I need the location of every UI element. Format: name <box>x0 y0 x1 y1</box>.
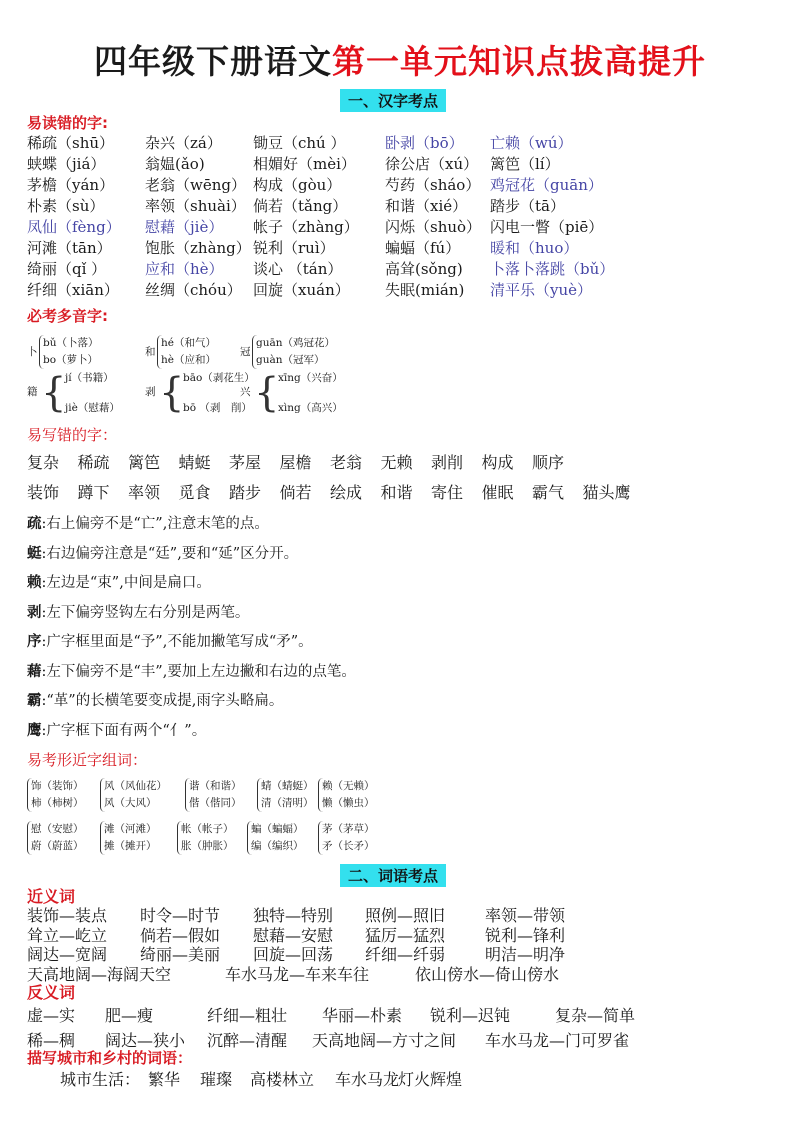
writing-word: 剥削 <box>431 453 464 472</box>
polyphone-reading: bō （剥 削） <box>183 402 252 414</box>
reading-item: 构成（gòu） <box>253 176 342 194</box>
reading-item: 清平乐（yuè） <box>490 281 593 299</box>
writing-word: 篱笆 <box>128 453 161 472</box>
similar-word: 偕（偕同） <box>189 797 242 809</box>
brace-icon: { <box>254 370 280 416</box>
note-char: 藉 <box>27 662 42 680</box>
writing-word: 顺序 <box>532 453 565 472</box>
synonym-pair: 耸立—屹立 <box>27 925 108 945</box>
note-text: :右上偏旁不是“亡”,注意末笔的点。 <box>41 516 269 532</box>
note-text: :左下偏旁不是“丰”,要加上左边撇和右边的点笔。 <box>41 663 356 680</box>
reading-item: 应和（hè） <box>145 260 224 278</box>
city-word: 灯火辉煌 <box>398 1070 463 1089</box>
reading-item: 高耸(sǒng) <box>385 260 463 278</box>
similar-word: 胀（肿胀） <box>181 840 234 852</box>
reading-item: 闪烁（shuò） <box>385 218 482 236</box>
title-red: 第一单元知识点拔高提升 <box>332 42 706 81</box>
synonym-pair: 明洁—明净 <box>485 945 566 964</box>
note-item <box>27 660 356 681</box>
writing-word: 茅屋 <box>229 453 262 472</box>
writing-word: 催眠 <box>481 483 514 502</box>
note-item <box>27 601 249 622</box>
similar-word: 矛（长矛） <box>322 840 375 852</box>
similar-pair <box>247 821 304 855</box>
reading-item: 失眠(mián) <box>385 281 465 299</box>
similar-word: 柿（柿树） <box>31 797 84 809</box>
similar-word: 帐（帐子） <box>181 823 234 835</box>
similar-word: 摊（摊开） <box>104 840 157 852</box>
similar-word: 风（风仙花） <box>104 780 167 792</box>
city-label: 城市生活： <box>60 1070 141 1089</box>
polyphone-readings <box>252 335 335 369</box>
writing-word: 寄住 <box>431 483 464 502</box>
similar-word: 蜻（蜻蜓） <box>261 780 314 792</box>
similar-pair <box>318 778 375 812</box>
writing-word: 绘成 <box>330 483 363 502</box>
reading-item: 和谐（xié） <box>385 197 468 215</box>
synonym-pair: 回旋—回荡 <box>253 945 334 964</box>
reading-item: 杂兴（zá） <box>145 134 222 152</box>
reading-item: 稀疏（shū） <box>27 134 115 152</box>
similar-word: 赖（无赖） <box>322 780 375 792</box>
synonym-pair: 独特—特别 <box>253 906 334 925</box>
antonym-pair: 稀—稠 <box>27 1031 76 1050</box>
writing-word: 蹲下 <box>77 483 110 502</box>
polyphone-readings <box>39 335 98 369</box>
antonym-pair: 沉醉—清醒 <box>207 1031 288 1050</box>
polyphone-char: 卜 <box>27 346 38 358</box>
polyphone-reading: jiè（慰藉） <box>65 402 120 414</box>
writing-word: 屋檐 <box>279 453 312 472</box>
reading-item: 老翁（wēng） <box>145 176 246 194</box>
brace-icon: { <box>41 370 67 416</box>
note-text: :广字框下面有两个“亻”。 <box>41 722 207 739</box>
writing-word: 无赖 <box>380 453 413 472</box>
note-char: 序 <box>27 633 42 650</box>
reading-item: 卜落卜落跳（bǔ） <box>490 260 615 278</box>
synonym-pair: 绮丽—美丽 <box>140 945 221 964</box>
polyphone-reading: hè（应和） <box>161 354 216 366</box>
similar-pair <box>185 778 242 812</box>
note-item <box>27 512 269 533</box>
reading-item: 朴素（sù） <box>27 197 105 215</box>
similar-word: 懒（懒虫） <box>322 797 375 809</box>
synonym-pair: 倘若—假如 <box>140 925 221 945</box>
reading-label: 易读错的字: <box>27 114 108 132</box>
similar-word: 饰（装饰） <box>31 780 84 792</box>
similar-pair <box>318 821 375 855</box>
synonym-pair: 锐利—锋利 <box>485 925 566 945</box>
antonym-pair: 华丽—朴素 <box>322 1006 403 1025</box>
antonym-pair: 锐利—迟钝 <box>430 1006 511 1025</box>
polyphone-reading: bāo（剥花生） <box>183 372 255 384</box>
section-heading-characters: 一、汉字考点 <box>340 89 446 112</box>
writing-word: 踏步 <box>229 483 262 502</box>
reading-item: 暖和（huo） <box>490 239 579 257</box>
note-text: :左下偏旁竖钩左右分别是两笔。 <box>41 604 250 621</box>
note-item <box>27 571 211 592</box>
synonym-pair: 装饰—装点 <box>27 906 108 925</box>
reading-item: 倘若（tǎng） <box>253 197 348 215</box>
polyphone-reading: jí（书籍） <box>65 372 114 384</box>
similar-word: 茅（茅草） <box>322 823 375 835</box>
similar-pair <box>100 778 167 812</box>
reading-item: 篱笆（lí） <box>490 155 560 173</box>
antonym-pair: 纤细—粗壮 <box>207 1006 288 1025</box>
note-item <box>27 719 206 740</box>
polyphone-reading: guān（鸡冠花） <box>256 337 336 349</box>
city-word: 高楼林立 <box>250 1070 315 1089</box>
antonym-pair: 天高地阔—方寸之间 <box>312 1031 457 1050</box>
polyphone-char: 兴 <box>240 386 251 398</box>
writing-word: 觅食 <box>178 483 211 502</box>
writing-word: 稀疏 <box>77 453 110 472</box>
similar-pair <box>257 778 314 812</box>
antonym-pair: 阔达—狭小 <box>105 1031 186 1050</box>
antonyms-label: 反义词 <box>27 983 76 1002</box>
reading-item: 踏步（tā） <box>490 197 565 215</box>
reading-item: 卧剥（bō） <box>385 134 464 152</box>
note-char: 赖 <box>27 574 42 591</box>
reading-item: 亡赖（wú） <box>490 134 573 152</box>
reading-item: 锄豆（chú ） <box>253 134 346 152</box>
page-title <box>0 36 800 83</box>
polyphone-char: 冠 <box>240 346 251 358</box>
polyphone-reading: guàn（冠军） <box>256 354 325 366</box>
city-word: 璀璨 <box>200 1070 233 1089</box>
synonym-pair: 依山傍水—倚山傍水 <box>415 964 560 984</box>
reading-item: 茅檐（yán） <box>27 176 115 194</box>
synonyms-label: 近义词 <box>27 887 76 906</box>
note-item <box>27 689 283 710</box>
writing-word: 猫头鹰 <box>582 483 631 502</box>
reading-item: 蛱蝶（jiá） <box>27 155 106 173</box>
city-word: 繁华 <box>148 1070 181 1089</box>
note-char: 霸 <box>27 692 42 709</box>
similar-word: 滩（河滩） <box>104 823 157 835</box>
note-char: 鹰 <box>27 721 42 739</box>
brace-icon: { <box>159 370 185 416</box>
writing-word: 倘若 <box>279 483 312 502</box>
note-char: 蜓 <box>27 544 42 562</box>
polyphone-reading: xīng（兴奋） <box>278 372 343 384</box>
note-item <box>27 630 313 651</box>
polyphone-reading: bo（萝卜） <box>43 354 99 366</box>
writing-word: 构成 <box>481 453 514 472</box>
similar-label: 易考形近字组词： <box>27 751 148 769</box>
writing-label: 易写错的字： <box>27 426 118 444</box>
reading-item: 绮丽（qǐ ） <box>27 260 107 278</box>
similar-pair <box>100 821 157 855</box>
similar-word: 清（清明） <box>261 797 314 809</box>
writing-word: 复杂 <box>27 453 60 472</box>
synonym-pair: 车水马龙—车来车往 <box>225 964 370 984</box>
note-item <box>27 542 298 563</box>
synonym-pair: 纤细—纤弱 <box>365 945 446 964</box>
polyphone-reading: xìng（高兴） <box>278 402 343 414</box>
note-char: 剥 <box>27 603 42 621</box>
antonym-pair: 虚—实 <box>27 1006 76 1025</box>
reading-item: 河滩（tān） <box>27 239 112 257</box>
reading-item: 帐子（zhàng） <box>253 218 359 236</box>
synonym-pair: 照例—照旧 <box>365 906 446 925</box>
reading-item: 鸡冠花（guān） <box>490 176 603 194</box>
synonym-pair: 天高地阔—海阔天空 <box>27 964 172 984</box>
similar-word: 谐（和谐） <box>189 780 242 792</box>
reading-item: 回旋（xuán） <box>253 281 350 299</box>
writing-word: 蜻蜓 <box>178 453 211 472</box>
reading-item: 相媚好（mèi） <box>253 155 356 173</box>
writing-word: 率领 <box>128 483 161 502</box>
polyphone-char: 剥 <box>145 386 156 398</box>
title-black: 四年级下册语文 <box>94 42 332 81</box>
similar-word: 蝙（蝙蝠） <box>251 823 304 835</box>
reading-item: 凤仙（fèng） <box>27 218 121 236</box>
reading-item: 纤细（xiān） <box>27 281 119 299</box>
synonym-pair: 时令—时节 <box>140 906 221 925</box>
section-heading-words: 二、词语考点 <box>340 864 446 887</box>
reading-item: 蝙蝠（fú） <box>385 239 461 257</box>
polyphone-label: 必考多音字: <box>27 307 108 325</box>
reading-item: 饱胀（zhàng） <box>145 239 251 257</box>
reading-item: 锐利（ruì） <box>253 239 335 257</box>
polyphone-char: 籍 <box>27 386 38 398</box>
synonym-pair: 猛厉—猛烈 <box>365 925 446 945</box>
writing-word: 和谐 <box>380 483 413 502</box>
city-word: 车水马龙 <box>335 1070 400 1089</box>
reading-item: 率领（shuài） <box>145 197 246 215</box>
note-text: :“革”的长横笔要变成提,雨字头略扁。 <box>41 693 284 709</box>
note-text: :左边是“束”,中间是扁口。 <box>41 575 211 591</box>
antonym-pair: 复杂—简单 <box>555 1006 636 1025</box>
similar-word: 风（大风） <box>104 797 157 809</box>
polyphone-reading: bǔ（卜落） <box>43 337 99 349</box>
similar-word: 慰（安慰） <box>31 823 84 835</box>
writing-word: 装饰 <box>27 483 60 502</box>
note-char: 疏 <box>27 515 42 532</box>
polyphone-reading: hé（和气） <box>161 337 216 349</box>
synonym-pair: 率领—带领 <box>485 906 566 925</box>
synonym-pair: 阔达—宽阔 <box>27 945 108 964</box>
reading-item: 丝绸（chóu） <box>145 281 242 299</box>
similar-pair <box>27 821 84 855</box>
writing-word: 老翁 <box>330 453 363 472</box>
reading-item: 慰藉（jiè） <box>145 218 224 236</box>
note-text: :广字框里面是“予”,不能加撇笔写成“矛”。 <box>41 634 313 650</box>
similar-word: 蔚（蔚蓝） <box>31 840 84 852</box>
polyphone-char: 和 <box>145 346 156 358</box>
reading-item: 芍药（sháo） <box>385 176 481 194</box>
reading-item: 徐公店（xú） <box>385 155 479 173</box>
reading-item: 翁媪(ǎo) <box>145 155 205 173</box>
reading-item: 谈心 （tán） <box>253 260 343 278</box>
antonym-pair: 肥—瘦 <box>105 1006 154 1025</box>
reading-item: 闪电一瞥（piē） <box>490 218 604 236</box>
similar-pair <box>177 821 234 855</box>
similar-pair <box>27 778 84 812</box>
note-text: :右边偏旁注意是“廷”,要和“延”区分开。 <box>41 545 299 562</box>
similar-word: 编（编织） <box>251 840 304 852</box>
writing-word: 霸气 <box>532 483 565 502</box>
antonym-pair: 车水马龙—门可罗雀 <box>485 1031 630 1050</box>
synonym-pair: 慰藉—安慰 <box>253 925 334 945</box>
polyphone-readings <box>157 335 216 369</box>
city-country-label: 描写城市和乡村的词语： <box>27 1049 193 1067</box>
